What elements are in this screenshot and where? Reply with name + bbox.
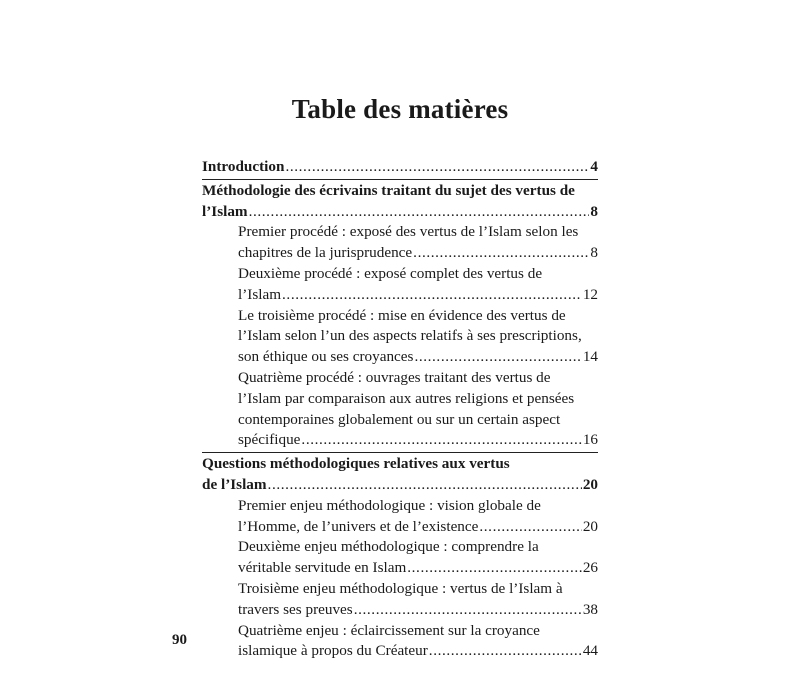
toc-entry-text: Introduction [202, 158, 285, 175]
dot-leader [282, 285, 582, 306]
toc-subsection-entry[interactable] [202, 264, 598, 306]
toc-entry-last-line [238, 430, 598, 451]
toc-page-number: 20 [582, 517, 598, 535]
toc-entry-text: l’Islam [202, 202, 248, 220]
toc-entry-last-line [202, 475, 598, 496]
toc-entry-line: Premier procédé : exposé des vertus de l’Islam selon les [238, 223, 579, 241]
dot-leader [354, 600, 582, 621]
dot-leader [429, 641, 582, 662]
toc-entry-text: spécifique [238, 431, 301, 449]
dot-leader [407, 558, 582, 579]
toc-entry-text: l’Islam [238, 285, 282, 303]
toc-entry-text: travers ses preuves [238, 600, 353, 618]
toc-page-number: 44 [582, 642, 598, 660]
toc-entry-line: Deuxième procédé : exposé complet des vertus de [238, 264, 543, 282]
toc-subsection-entry[interactable] [202, 368, 598, 451]
toc-entry-last-line [238, 285, 598, 306]
toc-entry-line: Troisième enjeu méthodologique : vertus de l’Islam à [238, 579, 563, 597]
toc-page-number: 14 [582, 348, 598, 366]
page-title: Table des matières [291, 94, 509, 124]
toc-entry-line: Quatrième procédé : ouvrages traitant des vertus de [238, 368, 551, 386]
toc-entry-last-line [238, 347, 598, 368]
toc-entry-line: Méthodologie des écrivains traitant du sujet des vertus de [202, 181, 575, 199]
dot-leader [414, 347, 581, 368]
toc-entry-text: son éthique ou ses croyances [238, 348, 414, 366]
toc-page-number: 16 [582, 431, 598, 449]
toc-section-entry[interactable] [202, 181, 598, 223]
toc-subsection-entry[interactable] [202, 222, 598, 264]
toc-entry-text: de l’Islam [202, 475, 267, 493]
toc-page-number: 4 [590, 158, 598, 175]
toc-page-number: 26 [582, 559, 598, 577]
toc-entry-text: véritable servitude en Islam [238, 559, 407, 577]
toc-page-number: 38 [582, 600, 598, 618]
toc-entry-line: Premier enjeu méthodologique : vision globale de [238, 496, 541, 514]
toc-page-number: 8 [590, 202, 598, 220]
dot-leader [268, 475, 582, 496]
dot-leader [249, 202, 590, 223]
toc-section-entry[interactable] [202, 157, 598, 178]
toc-entry-last-line [202, 202, 598, 223]
dot-leader [413, 243, 589, 264]
toc-page-number: 12 [582, 285, 598, 303]
toc-entry-line: l’Islam par comparaison aux autres religions et pensées [238, 389, 575, 407]
toc-entry-line: Quatrième enjeu : éclaircissement sur la croyance [238, 621, 540, 639]
toc-entry-last-line [238, 558, 598, 579]
toc-section-entry[interactable] [202, 454, 598, 496]
toc-subsection-entry[interactable] [202, 496, 598, 538]
toc-entry-line: Questions méthodologiques relatives aux vertus [202, 455, 510, 473]
toc-entry-line: contemporaines globalement ou sur un certain aspect [238, 410, 561, 428]
toc-page-number: 20 [582, 475, 598, 493]
toc-page-number: 8 [590, 244, 598, 262]
toc-entry-last-line [238, 243, 598, 264]
page-number: 90 [172, 632, 187, 648]
toc-entry-last-line [202, 157, 598, 178]
toc-entry-last-line [238, 641, 598, 662]
toc-entry-text: chapitres de la jurisprudence [238, 244, 413, 262]
table-of-contents [202, 157, 598, 662]
section-divider [202, 452, 598, 453]
dot-leader [285, 157, 589, 178]
toc-entry-last-line [238, 517, 598, 538]
toc-entry-line: l’Islam selon l’un des aspects relatifs à ses prescriptions, [238, 327, 582, 345]
toc-entry-text: l’Homme, de l’univers et de l’existence [238, 517, 479, 535]
toc-subsection-entry[interactable] [202, 306, 598, 368]
dot-leader [479, 517, 581, 538]
section-divider [202, 179, 598, 180]
toc-entry-text: islamique à propos du Créateur [238, 642, 428, 660]
toc-entry-last-line [238, 600, 598, 621]
toc-subsection-entry[interactable] [202, 579, 598, 621]
toc-subsection-entry[interactable] [202, 537, 598, 579]
toc-subsection-entry[interactable] [202, 621, 598, 663]
dot-leader [301, 430, 581, 451]
toc-entry-line: Le troisième procédé : mise en évidence des vertus de [238, 306, 566, 324]
toc-entry-line: Deuxième enjeu méthodologique : comprendre la [238, 538, 539, 556]
